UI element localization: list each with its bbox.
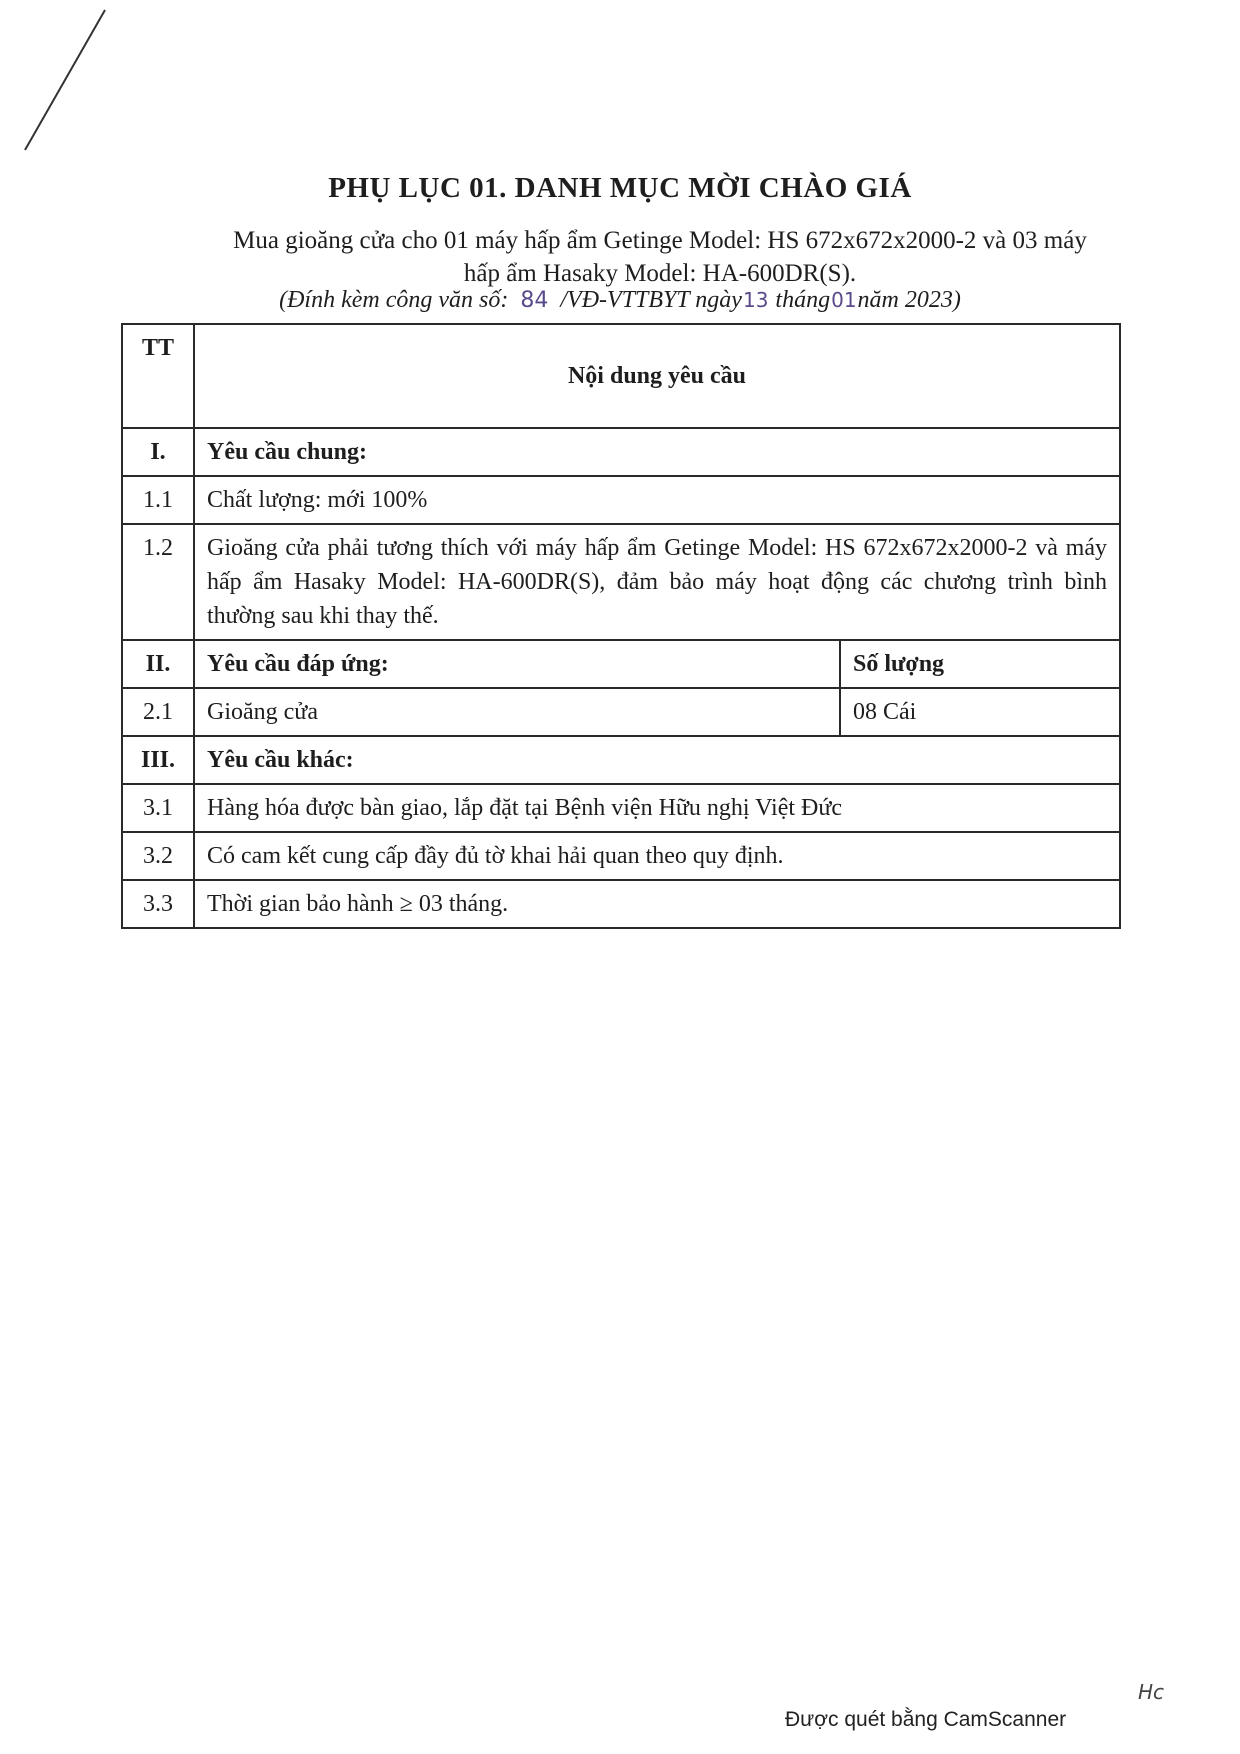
row-quantity: 08 Cái [840,688,1120,736]
handwritten-day: 13 [742,288,769,312]
document-title: PHỤ LỤC 01. DANH MỤC MỜI CHÀO GIÁ [328,172,912,204]
subtitle-line-2: hấp ẩm Hasaky Model: HA-600DR(S). [463,260,857,287]
attachment-suffix: năm 2023) [857,287,961,313]
row-text: Chất lượng: mới 100% [194,476,1120,524]
row-number: 1.2 [122,524,194,640]
row-number: 2.1 [122,688,194,736]
section-label: Yêu cầu khác: [194,736,1120,784]
section-label: Yêu cầu chung: [194,428,1120,476]
handwritten-doc-number: 84 [520,288,549,313]
row-text: Gioăng cửa [194,688,840,736]
table-row [122,880,1120,928]
section-number: I. [122,428,194,476]
table-row [122,832,1120,880]
scanner-watermark: Được quét bằng CamScanner [785,1708,1067,1731]
section-row [122,428,1120,476]
table-header-row [122,324,1120,428]
row-text: Gioăng cửa phải tương thích với máy hấp ẩm Getinge Model: HS 672x672x2000-2 và máy hấp ẩm Hasaky Model: HA-600DR(S), đảm bảo máy hoạt động các chương trình bình thường sau khi thay thế. [194,524,1120,640]
row-text: Thời gian bảo hành ≥ 03 tháng. [194,880,1120,928]
document-subtitle [200,224,1120,290]
section-row [122,736,1120,784]
handwritten-month: 01 [831,288,857,312]
section-number: II. [122,640,194,688]
section-number: III. [122,736,194,784]
attachment-prefix: (Đính kèm công văn số: [279,287,509,313]
attachment-reference [130,287,1110,314]
row-text: Có cam kết cung cấp đầy đủ tờ khai hải quan theo quy định. [194,832,1120,880]
quantity-header: Số lượng [840,640,1120,688]
attachment-month-label: tháng [775,287,831,313]
table-row [122,784,1120,832]
table-row [122,476,1120,524]
handwritten-initials: Hc [1138,1680,1165,1704]
header-tt: TT [122,324,194,428]
row-number: 1.1 [122,476,194,524]
row-number: 3.2 [122,832,194,880]
section-row [122,640,1120,688]
subtitle-line-1: Mua gioăng cửa cho 01 máy hấp ẩm Getinge Model: HS 672x672x2000-2 và 03 máy [233,227,1087,254]
requirements-table [121,323,1121,929]
page-fold-mark [0,0,130,160]
row-number: 3.3 [122,880,194,928]
table-row [122,688,1120,736]
row-text: Hàng hóa được bàn giao, lắp đặt tại Bệnh viện Hữu nghị Việt Đức [194,784,1120,832]
header-content: Nội dung yêu cầu [194,324,1120,428]
section-label: Yêu cầu đáp ứng: [194,640,840,688]
attachment-middle: /VĐ-VTTBYT ngày [560,287,742,313]
table-row [122,524,1120,640]
row-number: 3.1 [122,784,194,832]
